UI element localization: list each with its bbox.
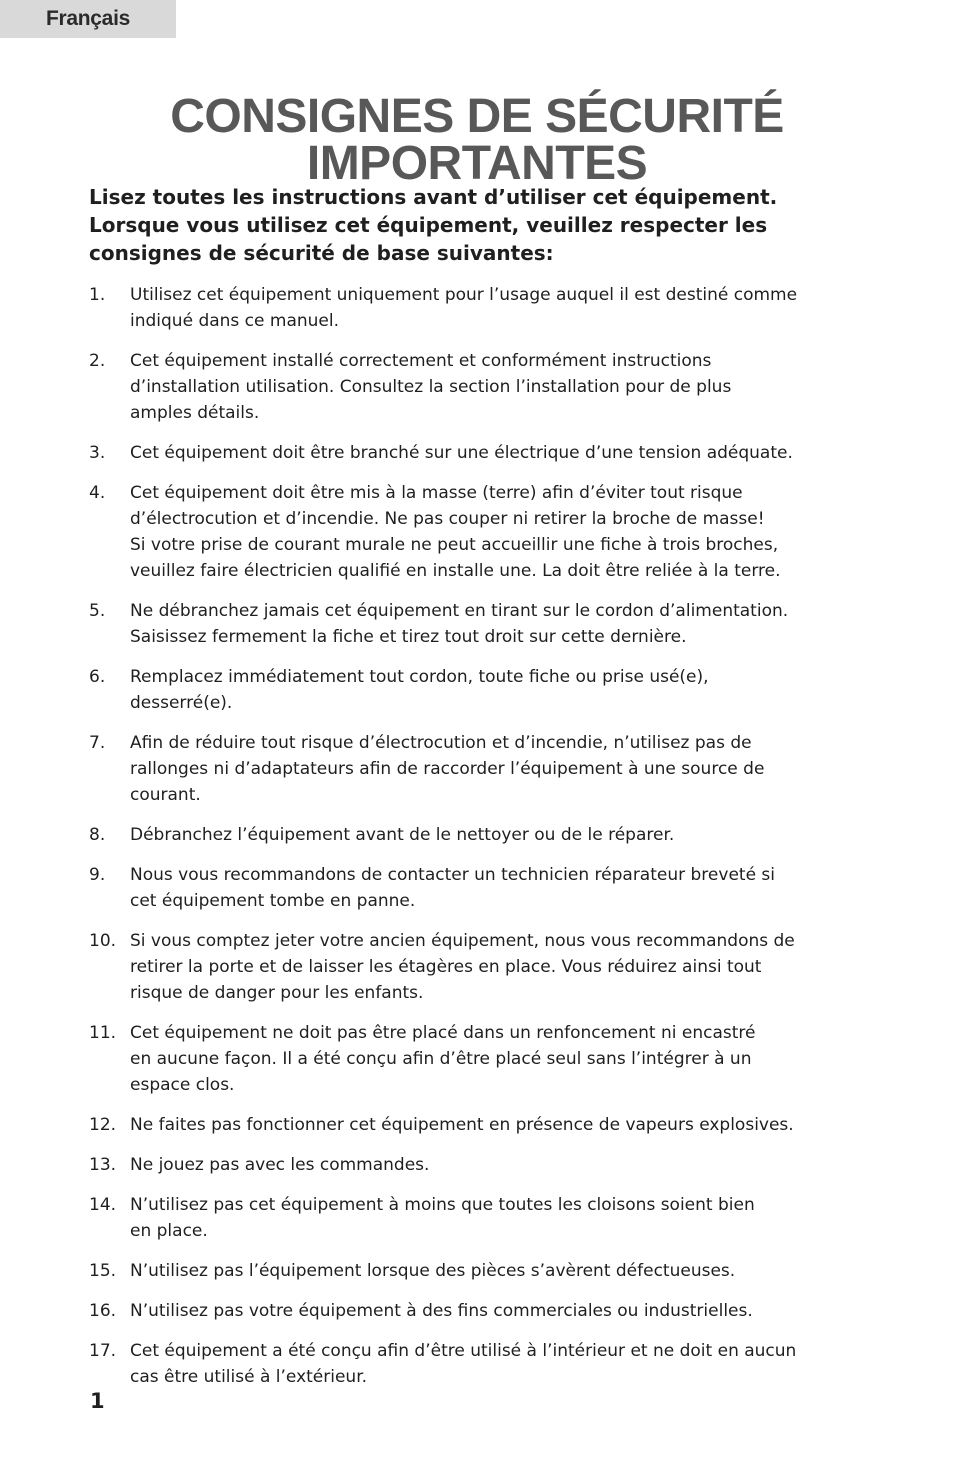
list-item-text	[130, 598, 879, 650]
list-item	[89, 1112, 879, 1138]
list-item	[89, 440, 879, 466]
list-item-line: risque de danger pour les enfants.	[130, 983, 424, 1003]
list-item	[89, 1020, 879, 1098]
list-item-line: Cet équipement doit être mis à la masse (terre) afin d’éviter tout risque	[130, 483, 743, 503]
list-item-line: desserré(e).	[130, 693, 233, 713]
list-item-line: Cet équipement installé correctement et conformément instructions	[130, 351, 712, 371]
list-item-text	[130, 1020, 879, 1098]
list-item-number: 11.	[89, 1023, 117, 1043]
list-item-number: 5.	[89, 601, 106, 621]
list-item-number: 10.	[89, 931, 117, 951]
list-item-number: 4.	[89, 483, 106, 503]
list-item-number: 6.	[89, 667, 106, 687]
list-item-number: 7.	[89, 733, 106, 753]
language-tab: Français	[0, 0, 176, 38]
intro-line-1: Lisez toutes les instructions avant d’utiliser cet équipement.	[89, 185, 778, 209]
list-item-text	[130, 664, 879, 716]
list-item	[89, 822, 879, 848]
list-item-text	[130, 822, 879, 848]
list-item-line: Afin de réduire tout risque d’électrocution et d’incendie, n’utilisez pas de	[130, 733, 752, 753]
list-item-text	[130, 1192, 879, 1244]
page-title-line-1: CONSIGNES DE SÉCURITÉ	[170, 90, 784, 143]
list-item-line: Si vous comptez jeter votre ancien équipement, nous vous recommandons de	[130, 931, 795, 951]
list-item	[89, 282, 879, 334]
list-item-line: Cet équipement ne doit pas être placé dans un renfoncement ni encastré	[130, 1023, 756, 1043]
list-item-line: Si votre prise de courant murale ne peut accueillir une fiche à trois broches,	[130, 535, 779, 555]
list-item	[89, 348, 879, 426]
safety-rules-list	[89, 282, 879, 1404]
list-item-text	[130, 1338, 879, 1390]
list-item-number: 2.	[89, 351, 106, 371]
list-item-text	[130, 440, 879, 466]
list-item-line: en aucune façon. Il a été conçu afin d’être placé seul sans l’intégrer à un	[130, 1049, 752, 1069]
list-item-number: 3.	[89, 443, 106, 463]
page-title-line-2: IMPORTANTES	[306, 137, 648, 190]
list-item-text	[130, 480, 879, 584]
list-item-number: 1.	[89, 285, 106, 305]
list-item-line: veuillez faire électricien qualifié en installe une. La doit être reliée à la terre.	[130, 561, 781, 581]
list-item-number: 9.	[89, 865, 106, 885]
list-item-text	[130, 1298, 879, 1324]
list-item-line: Nous vous recommandons de contacter un technicien réparateur breveté si	[130, 865, 776, 885]
list-item-line: d’installation utilisation. Consultez la section l’installation pour de plus	[130, 377, 732, 397]
list-item	[89, 730, 879, 808]
list-item	[89, 1298, 879, 1324]
list-item-text	[130, 282, 879, 334]
list-item-line: d’électrocution et d’incendie. Ne pas couper ni retirer la broche de masse!	[130, 509, 765, 529]
list-item-number: 13.	[89, 1155, 117, 1175]
list-item	[89, 480, 879, 584]
list-item-line: Saisissez fermement la fiche et tirez tout droit sur cette dernière.	[130, 627, 687, 647]
list-item-text	[130, 928, 879, 1006]
list-item-text	[130, 1112, 879, 1138]
list-item	[89, 928, 879, 1006]
list-item	[89, 1152, 879, 1178]
list-item-line: Ne faites pas fonctionner cet équipement en présence de vapeurs explosives.	[130, 1115, 794, 1135]
list-item-line: espace clos.	[130, 1075, 235, 1095]
list-item-line: Utilisez cet équipement uniquement pour l’usage auquel il est destiné comme	[130, 285, 798, 305]
list-item-line: indiqué dans ce manuel.	[130, 311, 340, 331]
page-title	[0, 90, 954, 190]
list-item-line: Remplacez immédiatement tout cordon, toute fiche ou prise usé(e),	[130, 667, 709, 687]
list-item-number: 16.	[89, 1301, 117, 1321]
list-item-line: Cet équipement doit être branché sur une électrique d’une tension adéquate.	[130, 443, 793, 463]
list-item-line: courant.	[130, 785, 201, 805]
list-item-number: 8.	[89, 825, 106, 845]
list-item-text	[130, 862, 879, 914]
intro-line-3: consignes de sécurité de base suivantes:	[89, 241, 554, 265]
list-item	[89, 1258, 879, 1284]
list-item	[89, 664, 879, 716]
list-item-line: cas être utilisé à l’extérieur.	[130, 1367, 368, 1387]
list-item-line: retirer la porte et de laisser les étagères en place. Vous réduirez ainsi tout	[130, 957, 762, 977]
intro-line-2: Lorsque vous utilisez cet équipement, veuillez respecter les	[89, 213, 768, 237]
list-item	[89, 1192, 879, 1244]
list-item-line: amples détails.	[130, 403, 260, 423]
list-item-line: Débranchez l’équipement avant de le nettoyer ou de le réparer.	[130, 825, 675, 845]
list-item-line: Ne débranchez jamais cet équipement en tirant sur le cordon d’alimentation.	[130, 601, 789, 621]
list-item-text	[130, 1152, 879, 1178]
list-item-text	[130, 730, 879, 808]
list-item-line: N’utilisez pas l’équipement lorsque des pièces s’avèrent défectueuses.	[130, 1261, 736, 1281]
list-item-line: Cet équipement a été conçu afin d’être utilisé à l’intérieur et ne doit en aucun	[130, 1341, 797, 1361]
list-item	[89, 598, 879, 650]
page-number: 1	[90, 1389, 105, 1413]
intro-paragraph	[89, 183, 869, 267]
list-item-number: 12.	[89, 1115, 117, 1135]
list-item-line: N’utilisez pas votre équipement à des fins commerciales ou industrielles.	[130, 1301, 753, 1321]
list-item-line: en place.	[130, 1221, 208, 1241]
list-item-text	[130, 1258, 879, 1284]
list-item	[89, 862, 879, 914]
list-item-number: 15.	[89, 1261, 117, 1281]
list-item-line: Ne jouez pas avec les commandes.	[130, 1155, 430, 1175]
list-item-line: cet équipement tombe en panne.	[130, 891, 416, 911]
list-item-line: rallonges ni d’adaptateurs afin de raccorder l’équipement à une source de	[130, 759, 765, 779]
list-item-number: 17.	[89, 1341, 117, 1361]
list-item-number: 14.	[89, 1195, 117, 1215]
list-item	[89, 1338, 879, 1390]
list-item-text	[130, 348, 879, 426]
list-item-line: N’utilisez pas cet équipement à moins que toutes les cloisons soient bien	[130, 1195, 755, 1215]
